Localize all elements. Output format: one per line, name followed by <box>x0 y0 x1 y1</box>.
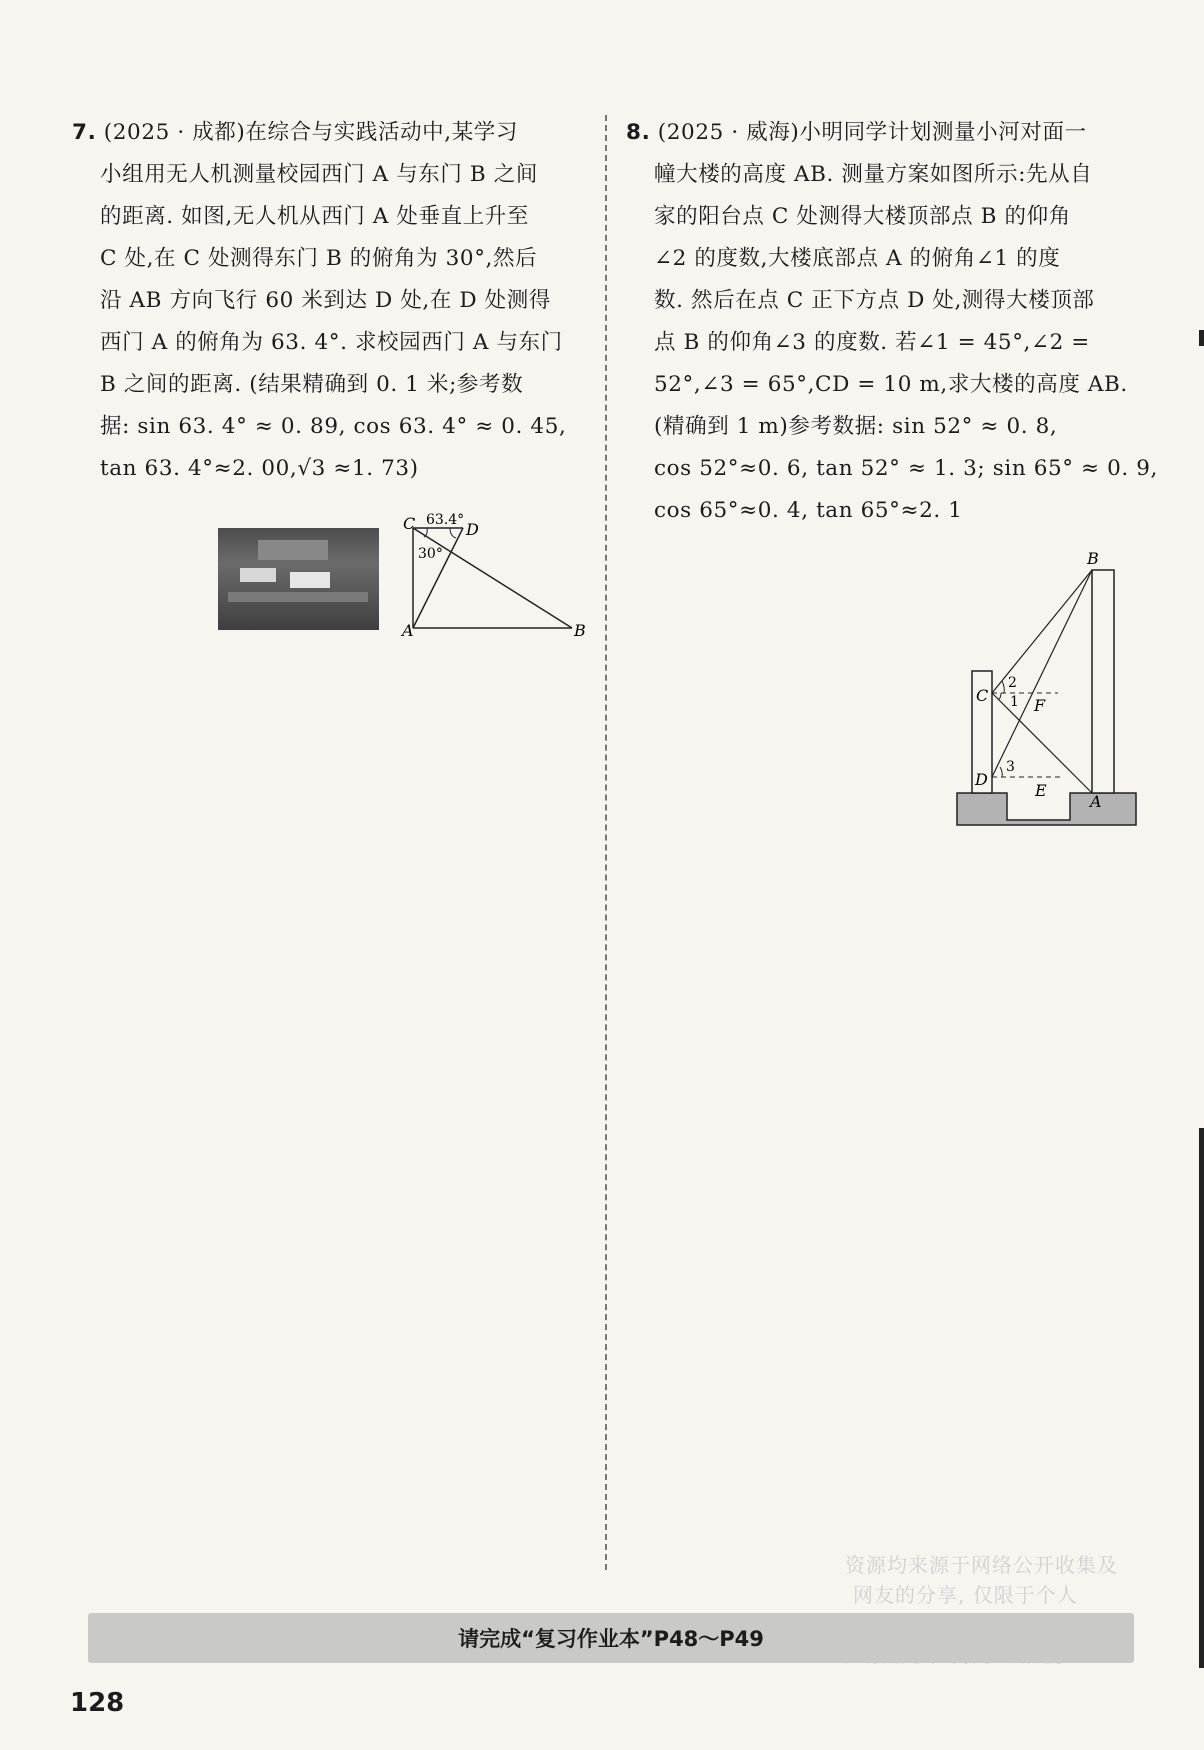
q7-line-8: 据: sin 63. 4° ≈ 0. 89, cos 63. 4° ≈ 0. 45, <box>100 414 567 439</box>
edge-mark-bottom <box>1199 1128 1204 1668</box>
q8-line-5: 数. 然后在点 C 正下方点 D 处,测得大楼顶部 <box>654 288 1095 313</box>
q7-line-2: 小组用无人机测量校园西门 A 与东门 B 之间 <box>100 162 538 187</box>
q7-line-9: tan 63. 4°≈2. 00,√3 ≈1. 73) <box>100 456 419 481</box>
q8-label-F: F <box>1034 696 1046 715</box>
q8-line-2: 幢大楼的高度 AB. 测量方案如图所示:先从自 <box>654 162 1093 187</box>
page-number: 128 <box>70 1688 125 1718</box>
homework-reminder-bar <box>88 1613 1134 1663</box>
q8-line-4: ∠2 的度数,大楼底部点 A 的俯角∠1 的度 <box>654 246 1061 271</box>
campus-aerial-photo <box>218 528 379 630</box>
q8-angle-2: 2 <box>1008 675 1017 691</box>
q7-line-4: C 处,在 C 处测得东门 B 的俯角为 30°,然后 <box>100 246 538 271</box>
q8-building-diagram <box>950 545 1140 830</box>
q7-label-C: C <box>403 514 416 533</box>
q8-line-3: 家的阳台点 C 处测得大楼顶部点 B 的仰角 <box>654 204 1071 229</box>
q8-line-7: 52°,∠3 = 65°,CD = 10 m,求大楼的高度 AB. <box>654 372 1128 397</box>
q8-angle-1: 1 <box>1010 694 1019 710</box>
q7-triangle-diagram <box>400 508 600 640</box>
q7-angle-63-4: 63.4° <box>426 512 465 528</box>
q8-angle-3: 3 <box>1006 759 1015 775</box>
q8-line-8: (精确到 1 m)参考数据: sin 52° ≈ 0. 8, <box>654 414 1058 439</box>
q7-line-1: 7. (2025 · 成都)在综合与实践活动中,某学习 <box>72 120 519 145</box>
q7-line-7: B 之间的距离. (结果精确到 0. 1 米;参考数 <box>100 372 524 397</box>
q8-label-A: A <box>1090 792 1102 811</box>
q7-label-D: D <box>466 520 479 539</box>
q7-angle-30: 30° <box>418 546 443 562</box>
question-7 <box>72 112 592 490</box>
homework-reminder-text: 请完成“复习作业本”P48～P49 <box>458 1627 764 1651</box>
question-8 <box>626 112 1158 532</box>
q8-label-D: D <box>975 770 988 789</box>
q8-line-9: cos 52°≈0. 6, tan 52° ≈ 1. 3; sin 65° ≈ 0. 9, <box>654 456 1158 481</box>
q8-line-10: cos 65°≈0. 4, tan 65°≈2. 1 <box>654 498 963 523</box>
q7-line-5: 沿 AB 方向飞行 60 米到达 D 处,在 D 处测得 <box>100 288 551 313</box>
q7-label-B: B <box>574 621 586 640</box>
q8-label-B: B <box>1087 549 1099 568</box>
edge-mark-top <box>1199 330 1204 346</box>
q8-label-E: E <box>1035 781 1047 800</box>
q8-label-C: C <box>976 686 989 705</box>
q7-label-A: A <box>402 621 414 640</box>
q7-line-6: 西门 A 的俯角为 63. 4°. 求校园西门 A 与东门 <box>100 330 563 355</box>
q8-line-1: 8. (2025 · 威海)小明同学计划测量小河对面一 <box>626 120 1087 145</box>
column-divider <box>605 115 607 1570</box>
q7-number: 7 <box>72 120 88 145</box>
q8-line-6: 点 B 的仰角∠3 的度数. 若∠1 = 45°,∠2 = <box>654 330 1090 355</box>
watermark: 资源均来源于网络公开收集及 网友的分享, 仅限于个人 <box>845 1553 1118 1607</box>
q8-number: 8 <box>626 120 642 145</box>
q7-line-3: 的距离. 如图,无人机从西门 A 处垂直上升至 <box>100 204 529 229</box>
